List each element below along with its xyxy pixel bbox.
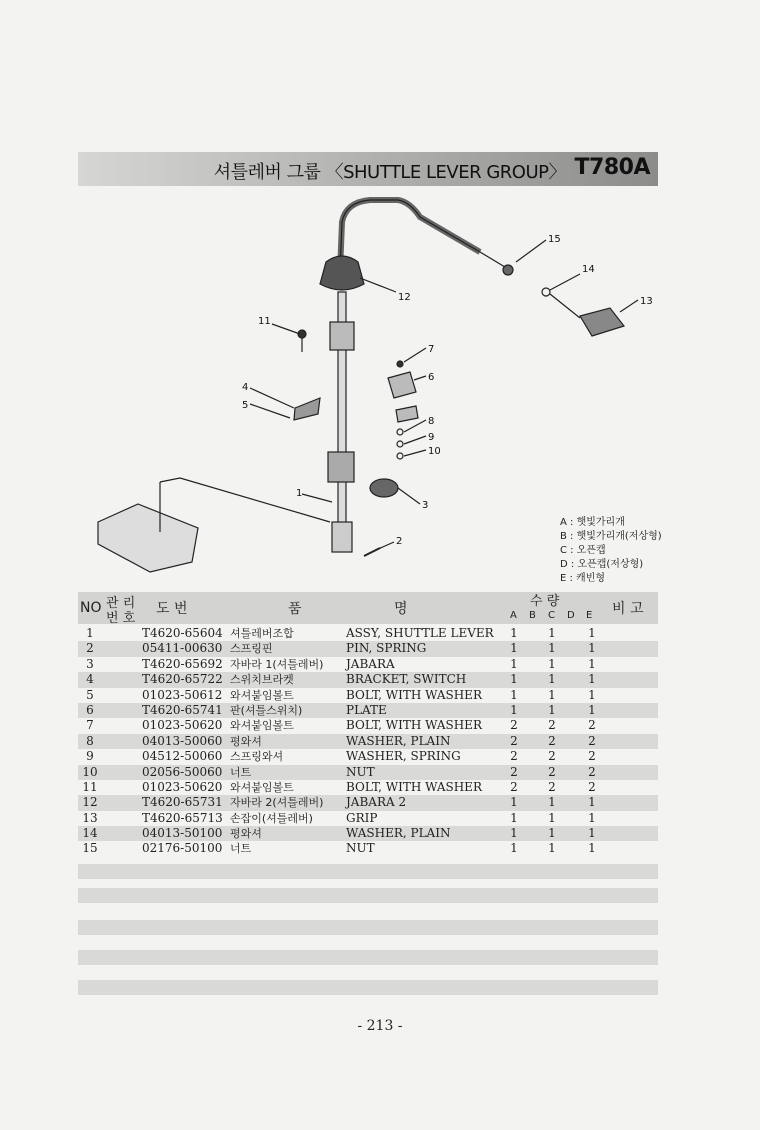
cell-name-korean: 와셔붙임볼트	[230, 780, 294, 794]
cell-name-english: WASHER, PLAIN	[346, 733, 451, 748]
cell-qty-a: 2	[510, 779, 518, 794]
table-row	[78, 672, 658, 687]
callout-1: 1	[296, 488, 303, 499]
cell-part-number: T4620-65692	[142, 656, 223, 671]
table-row	[78, 811, 658, 826]
header-qty-b: B	[529, 610, 536, 621]
table-row	[78, 826, 658, 841]
table-row	[78, 734, 658, 749]
cell-qty-e: 2	[588, 749, 596, 764]
callout-12: 12	[398, 292, 411, 303]
callout-8: 8	[428, 416, 435, 427]
cell-name-english: PIN, SPRING	[346, 641, 427, 656]
cell-name-english: NUT	[346, 841, 375, 856]
cell-qty-c: 2	[548, 749, 556, 764]
callout-3: 3	[422, 500, 429, 511]
cell-qty-c: 1	[548, 626, 556, 640]
callout-10: 10	[428, 446, 441, 457]
cell-name-english: WASHER, PLAIN	[346, 826, 451, 841]
cell-qty-c: 2	[548, 764, 556, 779]
cell-part-number: T4620-65731	[142, 795, 223, 810]
cell-no: 1	[86, 626, 94, 640]
cell-qty-c: 1	[548, 702, 556, 717]
cell-qty-c: 1	[548, 641, 556, 656]
callout-5: 5	[242, 400, 249, 411]
header-mgmt-top: 관 리	[106, 596, 136, 611]
cell-name-korean: 손잡이(셔틀레버)	[230, 811, 313, 825]
cell-name-korean: 와셔붙임볼트	[230, 719, 294, 733]
cell-part-number: 04512-50060	[142, 749, 223, 764]
cell-part-number: 01023-50612	[142, 687, 223, 702]
cell-qty-c: 1	[548, 672, 556, 687]
cell-qty-c: 1	[548, 841, 556, 856]
cell-name-korean: 자바라 1(셔틀레버)	[230, 657, 324, 671]
legend-item: A : 햇빛가리개	[560, 517, 625, 528]
callout-7: 7	[428, 344, 435, 355]
cell-qty-a: 2	[510, 764, 518, 779]
cell-qty-e: 1	[588, 687, 596, 702]
table-row	[78, 795, 658, 810]
legend-item: C : 오픈캡	[560, 545, 606, 556]
cell-no: 6	[86, 702, 94, 717]
cell-qty-e: 1	[588, 672, 596, 687]
callout-4: 4	[242, 382, 249, 393]
header-qty-a: A	[510, 610, 517, 621]
cell-name-korean: 너트	[230, 842, 252, 856]
legend-item: B : 햇빛가리개(저상형)	[560, 531, 662, 542]
blank-row	[78, 864, 658, 879]
cell-qty-e: 1	[588, 626, 596, 640]
table-row	[78, 718, 658, 733]
header-mgmt-bottom: 번 호	[106, 611, 136, 626]
header-no: NO	[80, 600, 102, 616]
table-row	[78, 841, 658, 856]
section-title: 셔틀레버 그룹 〈SHUTTLE LEVER GROUP〉	[213, 162, 566, 183]
cell-qty-c: 2	[548, 733, 556, 748]
cell-no: 5	[86, 687, 94, 702]
cell-qty-e: 1	[588, 641, 596, 656]
callout-6: 6	[428, 372, 435, 383]
callout-15: 15	[548, 234, 561, 245]
page-number: - 213 -	[357, 1018, 403, 1034]
table-row	[78, 688, 658, 703]
section-title-bar	[78, 152, 658, 186]
blank-row	[78, 888, 658, 903]
cell-part-number: T4620-65722	[142, 672, 223, 687]
cell-qty-a: 1	[510, 672, 518, 687]
cell-qty-c: 2	[548, 779, 556, 794]
callout-13: 13	[640, 296, 653, 307]
header-name-right: 명	[394, 601, 408, 617]
cell-qty-a: 1	[510, 687, 518, 702]
table-row	[78, 765, 658, 780]
cell-name-english: JABARA	[346, 656, 395, 671]
cell-qty-c: 1	[548, 826, 556, 841]
cell-no: 15	[82, 841, 98, 856]
header-qty-d: D	[567, 610, 575, 621]
callout-11: 11	[258, 316, 271, 327]
model-code: T780A	[574, 155, 650, 180]
cell-name-korean: 스프링핀	[230, 642, 273, 656]
cell-name-english: BOLT, WITH WASHER	[346, 779, 482, 794]
cell-no: 10	[82, 764, 98, 779]
cell-name-korean: 셔틀레버조합	[230, 627, 294, 640]
cell-qty-a: 1	[510, 826, 518, 841]
cell-name-korean: 스프링와셔	[230, 750, 284, 764]
table-row	[78, 641, 658, 656]
cell-no: 2	[86, 641, 94, 656]
cell-name-korean: 와셔붙임볼트	[230, 688, 294, 702]
cell-qty-a: 2	[510, 718, 518, 733]
header-qty-c: C	[548, 610, 555, 621]
cell-qty-a: 1	[510, 810, 518, 825]
cell-part-number: T4620-65604	[142, 626, 223, 640]
cell-qty-e: 2	[588, 718, 596, 733]
cell-name-english: ASSY, SHUTTLE LEVER	[346, 626, 494, 640]
cell-name-korean: 평와셔	[230, 827, 262, 841]
cell-qty-e: 1	[588, 841, 596, 856]
cell-name-english: NUT	[346, 764, 375, 779]
callout-14: 14	[582, 264, 595, 275]
parts-table-body	[78, 626, 658, 857]
cell-no: 14	[82, 826, 98, 841]
cell-qty-c: 1	[548, 795, 556, 810]
blank-row	[78, 950, 658, 965]
cell-part-number: 01023-50620	[142, 779, 223, 794]
cell-name-korean: 평와셔	[230, 734, 262, 748]
cell-no: 3	[86, 656, 94, 671]
cell-qty-a: 1	[510, 795, 518, 810]
cell-no: 12	[82, 795, 98, 810]
cell-name-english: WASHER, SPRING	[346, 749, 461, 764]
cell-no: 4	[86, 672, 94, 687]
header-name-left: 품	[288, 601, 302, 617]
table-row	[78, 749, 658, 764]
cell-qty-e: 1	[588, 826, 596, 841]
cell-qty-a: 1	[510, 641, 518, 656]
header-drawing: 도 번	[156, 601, 188, 617]
cell-qty-e: 2	[588, 733, 596, 748]
cell-qty-e: 1	[588, 795, 596, 810]
cell-part-number: 05411-00630	[142, 641, 223, 656]
cell-name-english: JABARA 2	[346, 795, 407, 810]
cell-part-number: 01023-50620	[142, 718, 223, 733]
table-row	[78, 780, 658, 795]
cell-no: 7	[86, 718, 94, 733]
cell-name-english: GRIP	[346, 810, 378, 825]
cell-no: 13	[82, 810, 98, 825]
cell-name-english: BOLT, WITH WASHER	[346, 718, 482, 733]
callout-2: 2	[396, 536, 403, 547]
cell-no: 9	[86, 749, 94, 764]
cell-qty-e: 1	[588, 656, 596, 671]
table-row	[78, 703, 658, 718]
cell-part-number: 04013-50060	[142, 733, 223, 748]
cell-qty-e: 1	[588, 810, 596, 825]
cell-part-number: T4620-65713	[142, 810, 223, 825]
blank-row	[78, 980, 658, 995]
table-row	[78, 626, 658, 641]
cell-qty-a: 2	[510, 749, 518, 764]
cell-no: 8	[86, 733, 94, 748]
blank-row	[78, 920, 658, 935]
legend-item: E : 캐빈형	[560, 573, 606, 584]
header-remark: 비 고	[612, 601, 644, 617]
callout-9: 9	[428, 432, 435, 443]
cell-qty-c: 1	[548, 687, 556, 702]
cell-qty-a: 1	[510, 656, 518, 671]
legend-item: D : 오픈캡(저상형)	[560, 559, 644, 570]
cell-qty-c: 1	[548, 810, 556, 825]
cell-name-korean: 판(셔틀스위치)	[230, 703, 303, 717]
cell-part-number: 02056-50060	[142, 764, 223, 779]
cell-name-korean: 자바라 2(셔틀레버)	[230, 796, 324, 810]
cell-qty-a: 1	[510, 702, 518, 717]
cell-name-english: BRACKET, SWITCH	[346, 672, 467, 687]
version-legend	[560, 516, 662, 586]
cell-part-number: 04013-50100	[142, 826, 223, 841]
cell-qty-a: 1	[510, 841, 518, 856]
cell-name-english: BOLT, WITH WASHER	[346, 687, 482, 702]
cell-name-korean: 너트	[230, 765, 252, 779]
cell-qty-c: 2	[548, 718, 556, 733]
cell-qty-a: 1	[510, 626, 518, 640]
header-qty: 수 량	[530, 594, 560, 609]
cell-name-korean: 스위치브라켓	[230, 673, 294, 687]
cell-qty-e: 2	[588, 779, 596, 794]
header-qty-e: E	[586, 610, 593, 621]
cell-qty-e: 2	[588, 764, 596, 779]
cell-qty-a: 2	[510, 733, 518, 748]
cell-part-number: T4620-65741	[142, 702, 223, 717]
cell-name-english: PLATE	[346, 702, 387, 717]
cell-part-number: 02176-50100	[142, 841, 223, 856]
cell-qty-e: 1	[588, 702, 596, 717]
cell-qty-c: 1	[548, 656, 556, 671]
cell-no: 11	[82, 779, 98, 794]
table-row	[78, 657, 658, 672]
table-header	[78, 592, 658, 624]
